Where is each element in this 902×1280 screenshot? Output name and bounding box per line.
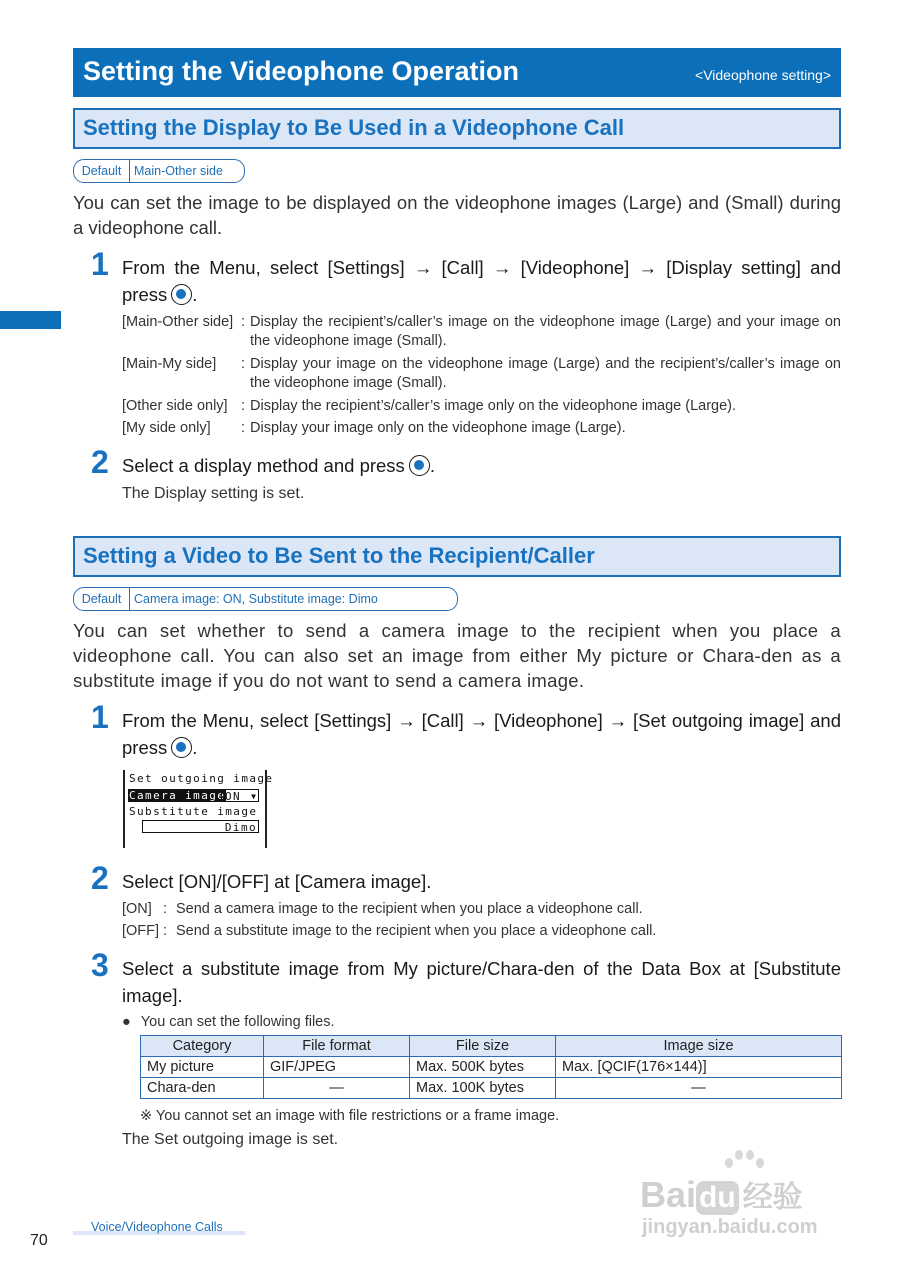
step-end: . (192, 284, 198, 305)
table-header: Category (141, 1036, 264, 1057)
page-number: 70 (30, 1232, 48, 1249)
option-key: [My side only] (122, 420, 211, 436)
substitute-image-label: Substitute image (129, 805, 258, 818)
step-number: 2 (91, 860, 109, 896)
option-desc: Display your image on the videophone image (Large) and the recipient’s/caller’s image on the videophone image (Small). (250, 356, 841, 391)
center-key-icon (171, 284, 192, 305)
table-cell: GIF/JPEG (264, 1057, 410, 1078)
default-label: Default (74, 160, 130, 182)
option-item (0, 313, 902, 351)
option-key: [Other side only] (122, 398, 228, 414)
section-heading-text: Setting a Video to Be Sent to the Recipient/Caller (83, 543, 595, 568)
step-end: . (429, 455, 435, 476)
watermark-brand-cn: 经验 (742, 1181, 803, 1214)
substitute-image-value: Dimo (224, 821, 257, 834)
table-cell: Max. [QCIF(176×144)] (556, 1057, 842, 1078)
bullet-item (122, 1014, 335, 1030)
step-end: . (192, 737, 198, 758)
step-instruction: From the Menu, select [Settings] → [Call] → [Videophone] → [Set outgoing image] and press (122, 710, 841, 758)
option-key: [OFF] (122, 923, 160, 939)
step-result: The Display setting is set. (122, 485, 305, 502)
option-item (0, 419, 902, 438)
default-label: Default (74, 588, 130, 610)
default-value: Camera image: ON, Substitute image: Dimo (134, 592, 378, 606)
camera-image-select (221, 789, 259, 802)
section-intro: You can set whether to send a camera image to the recipient when you place a videophone call. You can also set an image from either My picture or Chara-den as a substitute image if you do not want to send a camera image. (73, 620, 841, 691)
option-list (0, 313, 902, 443)
table-note: ※ You cannot set an image with file restrictions or a frame image. (140, 1108, 560, 1124)
baidu-watermark (640, 1150, 850, 1250)
option-colon: : (241, 398, 246, 414)
step-instruction: Select a display method and press (122, 455, 405, 476)
option-colon: : (163, 923, 168, 939)
table-cell: — (264, 1078, 410, 1099)
option-desc: Display the recipient’s/caller’s image only on the videophone image (Large). (250, 398, 737, 414)
option-key: [Main-My side] (122, 356, 217, 372)
option-colon: : (241, 314, 246, 330)
table-cell: Max. 100K bytes (410, 1078, 556, 1099)
file-table (140, 1035, 842, 1099)
table-cell: Chara-den (141, 1078, 264, 1099)
table-cell: — (556, 1078, 842, 1099)
option-list (0, 900, 902, 942)
table-cell: Max. 500K bytes (410, 1057, 556, 1078)
step-instruction: From the Menu, select [Settings] → [Call] → [Videophone] → [Display setting] and press (122, 257, 841, 305)
table-header: File format (264, 1036, 410, 1057)
option-desc: Send a substitute image to the recipient when you place a videophone call. (176, 923, 657, 939)
option-colon: : (241, 356, 246, 372)
watermark-brand-du: du (696, 1181, 739, 1215)
table-row (141, 1057, 842, 1078)
option-colon: : (163, 901, 168, 917)
phone-screen (123, 770, 274, 848)
option-item (0, 397, 902, 416)
option-item (0, 355, 902, 393)
step-number: 1 (91, 246, 109, 282)
option-key: [ON] (122, 901, 152, 917)
camera-image-label: Camera image (129, 789, 226, 802)
bullet-icon: ● (122, 1014, 131, 1030)
step-text: Select a substitute image from My picture/Chara-den of the Data Box at [Substitute image]. (122, 958, 841, 1006)
page-title: Setting the Videophone Operation (83, 56, 520, 86)
step-text (122, 254, 841, 308)
option-item (0, 922, 902, 941)
watermark-brand-bai: Bai (640, 1174, 697, 1215)
screen-title: Set outgoing image (129, 772, 274, 785)
option-colon: : (241, 420, 246, 436)
page-tag: <Videophone setting> (695, 67, 831, 83)
option-desc: Display your image only on the videophone image (Large). (250, 420, 626, 436)
default-value: Main-Other side (134, 164, 223, 178)
option-desc: Send a camera image to the recipient when you place a videophone call. (176, 901, 643, 917)
table-header: Image size (556, 1036, 842, 1057)
watermark-brand (640, 1172, 803, 1216)
option-desc: Display the recipient’s/caller’s image on the videophone image (Large) and your image on the videophone image (Small). (250, 314, 841, 349)
default-tag (73, 159, 245, 183)
bullet-text: You can set the following files. (140, 1014, 335, 1030)
page-title-bar (73, 48, 841, 97)
step-number: 2 (91, 444, 109, 480)
default-tag (73, 587, 458, 611)
step-text (122, 707, 841, 761)
dropdown-arrow-icon: ▼ (251, 792, 256, 801)
option-item (0, 900, 902, 919)
section-heading-display (73, 108, 841, 149)
section-intro: You can set the image to be displayed on the videophone images (Large) and (Small) during a videophone call. (73, 192, 841, 238)
substitute-image-field (142, 820, 259, 833)
step-text (122, 452, 841, 479)
footer-section-label: Voice/Videophone Calls (91, 1220, 223, 1234)
table-header: File size (410, 1036, 556, 1057)
step-number: 1 (91, 699, 109, 735)
table-row (141, 1078, 842, 1099)
step-result: The Set outgoing image is set. (122, 1131, 339, 1148)
step-text: Select [ON]/[OFF] at [Camera image]. (122, 871, 432, 892)
option-key: [Main-Other side] (122, 314, 234, 330)
table-cell: My picture (141, 1057, 264, 1078)
camera-image-value: ON (225, 790, 242, 803)
center-key-icon (171, 737, 192, 758)
section-heading-text: Setting the Display to Be Used in a Videophone Call (83, 115, 625, 140)
watermark-url: jingyan.baidu.com (642, 1216, 818, 1238)
step-number: 3 (91, 947, 109, 983)
table-header-row (141, 1036, 842, 1057)
center-key-icon (409, 455, 430, 476)
section-heading-video (73, 536, 841, 577)
